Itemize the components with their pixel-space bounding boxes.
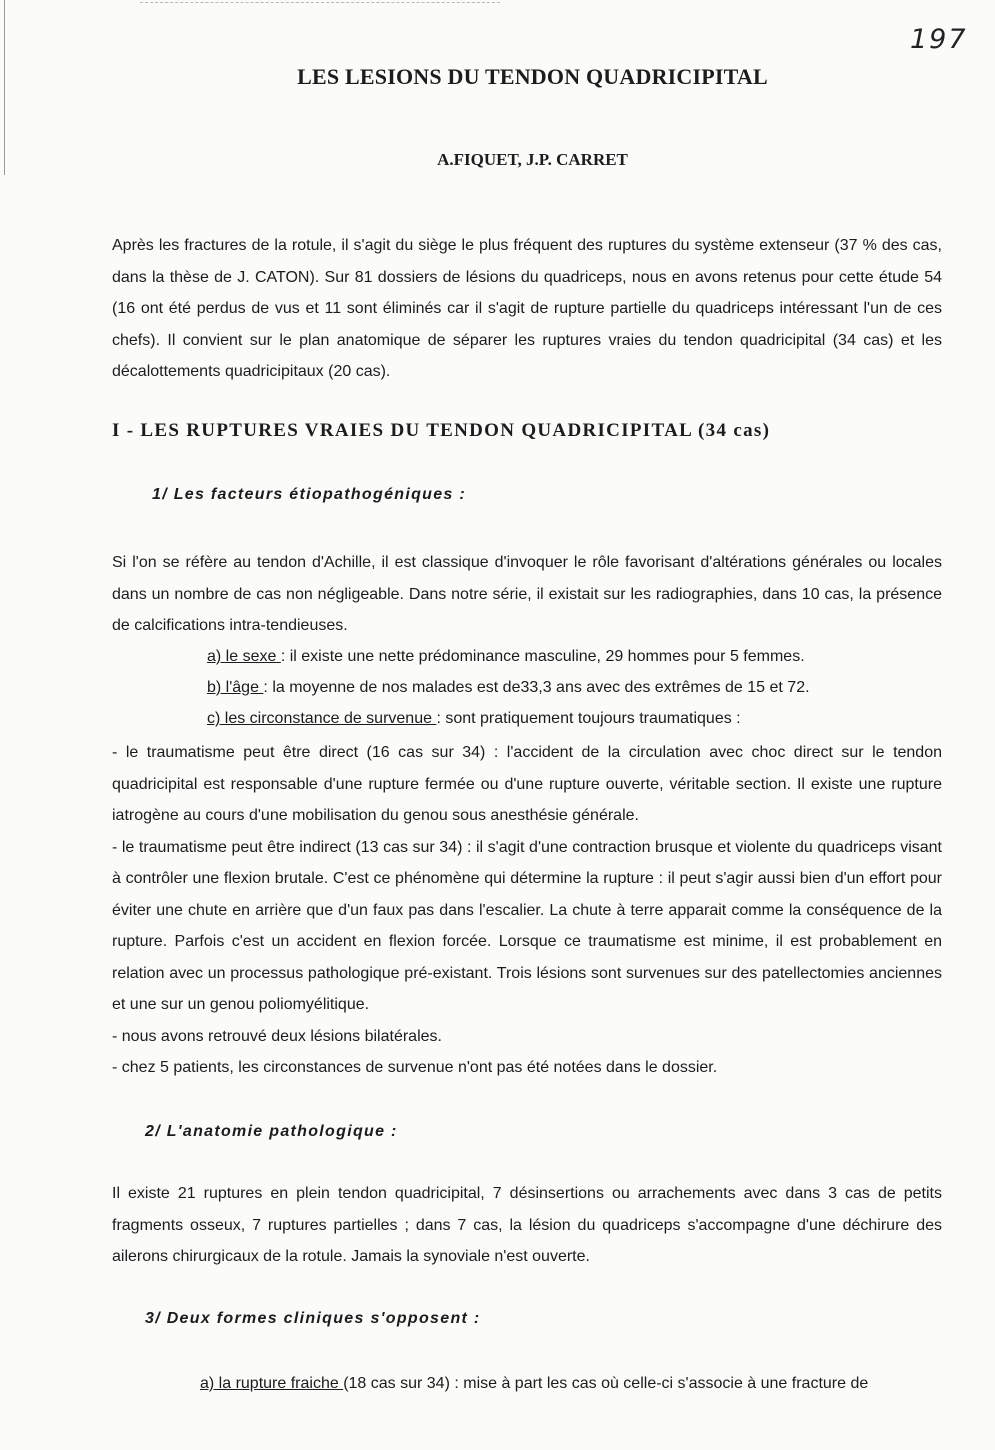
subheading-clinical-forms: 3/ Deux formes cliniques s'opposent : bbox=[145, 1310, 481, 1327]
item-fresh-rupture-label: a) la rupture fraiche bbox=[200, 1375, 344, 1392]
item-circumstances-text: : sont pratiquement toujours traumatiques : bbox=[436, 710, 741, 727]
item-fresh-rupture bbox=[200, 1375, 868, 1393]
anatomy-paragraph: Il existe 21 ruptures en plein tendon quadricipital, 7 désinsertions ou arrachements avec dans 3 cas de petits fragments osseux, 7 ruptures partielles ; dans 7 cas, la lésion du quadriceps s'accompagne d'une déchirure des ailerons chirurgicaux de la rotule. Jamais la synoviale n'est ouverte. bbox=[112, 1185, 942, 1265]
item-age-label: b) l'âge bbox=[207, 679, 264, 696]
item-circumstances bbox=[207, 710, 741, 728]
item-sex-text: : il existe une nette prédominance masculine, 29 hommes pour 5 femmes. bbox=[280, 648, 805, 665]
etiopathogenic-paragraph: Si l'on se réfère au tendon d'Achille, il est classique d'invoquer le rôle favorisant d'altérations générales ou locales dans un nombre de cas non négligeable. Dans notre série, il existait sur les radiographies, dans 10 cas, la présence de calcifications intra-tendieuses. bbox=[112, 554, 942, 634]
subheading-anatomy: 2/ L'anatomie pathologique : bbox=[145, 1123, 398, 1140]
item-sex bbox=[207, 648, 805, 666]
section-heading-1: I - LES RUPTURES VRAIES DU TENDON QUADRICIPITAL (34 cas) bbox=[112, 420, 771, 441]
item-age bbox=[207, 679, 810, 697]
scan-edge-top bbox=[140, 2, 500, 4]
subheading-etiopathogenic: 1/ Les facteurs étiopathogéniques : bbox=[152, 486, 466, 503]
item-circumstances-label: c) les circonstance de survenue bbox=[207, 710, 437, 727]
intro-paragraph: Après les fractures de la rotule, il s'agit du siège le plus fréquent des ruptures du système extenseur (37 % des cas, dans la thèse de J. CATON). Sur 81 dossiers de lésions du quadriceps, nous en avons retenus pour cette étude 54 (16 ont été perdus de vus et 11 sont éliminés car il s'agit de rupture partielle du quadriceps intéressant l'un de ces chefs). Il convient sur le plan anatomique de séparer les ruptures vraies du tendon quadricipital (34 cas) et les décalottements quadricipitaux (20 cas). bbox=[112, 237, 942, 380]
trauma-paragraph: - le traumatisme peut être direct (16 cas sur 34) : l'accident de la circulation avec choc direct sur le tendon quadricipital est responsable d'une rupture fermée ou d'une rupture ouverte, véritable section. Il existe une rupture iatrogène au cours d'une mobilisation du genou sous anesthésie générale. - le traumatisme peut être indirect (13 cas sur 34) : il s'agit d'une contraction brusque et violente du quadriceps visant à contrôler une flexion brutale. C'est ce phénomène qui détermine la rupture : il peut s'agir aussi bien d'un effort pour éviter une chute en arrière que d'un faux pas dans l'escalier. La chute à terre apparait comme la conséquence de la rupture. Parfois c'est un accident en flexion forcée. Lorsque ce traumatisme est minime, il est probablement en relation avec un processus pathologique pré-existant. Trois lésions sont survenues sur des patellectomies anciennes et une sur un genou poliomyélitique. - nous avons retrouvé deux lésions bilatérales. - chez 5 patients, les circonstances de survenue n'ont pas été notées dans le dossier. bbox=[112, 744, 942, 1076]
page-number: 197 bbox=[910, 24, 968, 55]
item-sex-label: a) le sexe bbox=[207, 648, 281, 665]
document-authors: A.FIQUET, J.P. CARRET bbox=[437, 150, 628, 169]
document-title: LES LESIONS DU TENDON QUADRICIPITAL bbox=[297, 64, 768, 89]
item-fresh-rupture-text: (18 cas sur 34) : mise à part les cas où celle-ci s'associe à une fracture de bbox=[343, 1375, 869, 1392]
item-age-text: : la moyenne de nos malades est de33,3 ans avec des extrêmes de 15 et 72. bbox=[263, 679, 810, 696]
